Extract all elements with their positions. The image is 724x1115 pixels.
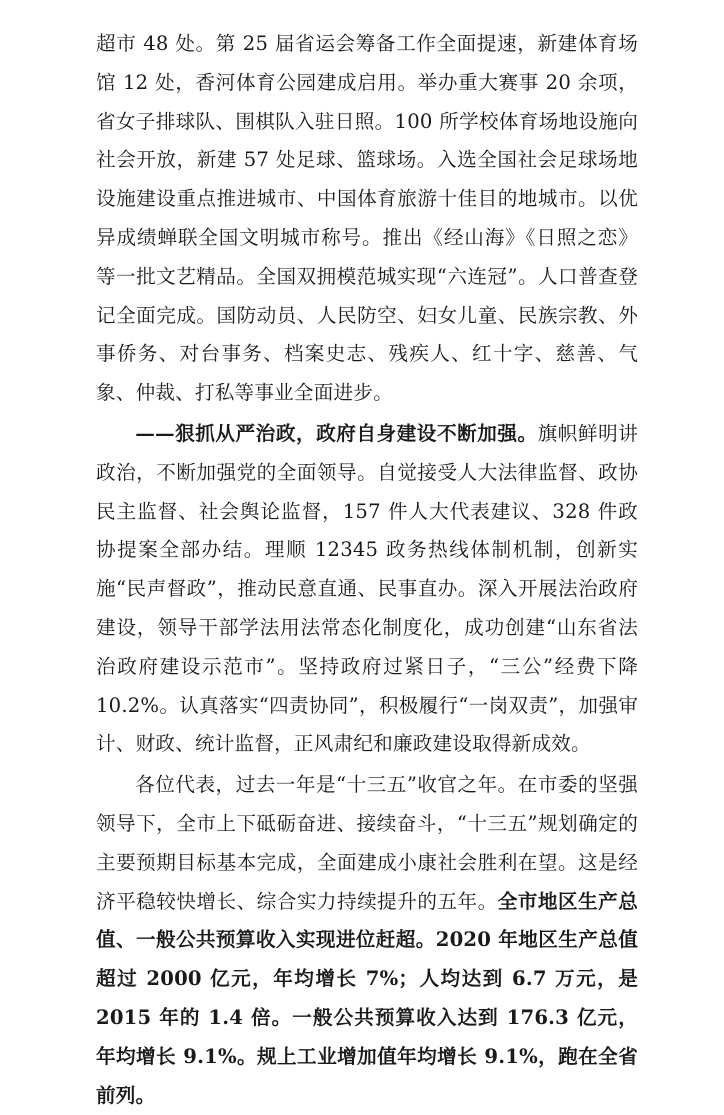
paragraph-culture-sports — [96, 25, 638, 413]
paragraph-government-self-building — [96, 415, 638, 764]
bold-heading-run: ——狠抓从严治政，政府自身建设不断加强。 — [135, 421, 538, 445]
text-run: 超市 48 处。第 25 届省运会筹备工作全面提速，新建体育场馆 12 处，香河体育公园建成启用。举办重大赛事 20 余项，省女子排球队、围棋队入驻日照。100 所学校体育场地设施向社会开放，新建 57 处足球、篮球场。入选全国社会足球场地设施建设重点推进城市、中国体育旅游十佳目的地城市。以优异成绩蝉联全国文明城市称号。推出《经山海》《日照之恋》等一批文艺精品。全国双拥模范城实现“六连冠”。人口普查登记全面完成。国防动员、人民防空、妇女儿童、民族宗教、外事侨务、对台事务、档案史志、残疾人、红十字、慈善、气象、仲裁、打私等事业全面进步。 — [96, 32, 638, 405]
text-run: 旗帜鲜明讲政治，不断加强党的全面领导。自觉接受人大法律监督、政协民主监督、社会舆论监督，157 件人大代表建议、328 件政协提案全部办结。理顺 12345 政务热线体制机制，创新实施“民声督政”，推动民意直通、民事直办。深入开展法治政府建设，领导干部学法用法常态化制度化，成功创建“山东省法治政府建设示范市”。坚持政府过紧日子，“三公”经费下降 10.2%。认真落实“四责协同”，积极履行“一岗双责”，加强审计、财政、统计监督，正风肃纪和廉政建设取得新成效。 — [96, 421, 639, 756]
text-run: 各位代表，过去一年是“十三五”收官之年。在市委的坚强领导下，全市上下砥砺奋进、接续奋斗，“十三五”规划确定的主要预期目标基本完成，全面建成小康社会胜利在望。这是经济平稳较快增长、综合实力持续提升的五年。 — [96, 773, 638, 913]
paragraph-thirteenth-five-year-summary — [96, 766, 638, 1115]
bold-highlight-run: 全市地区生产总值、一般公共预算收入实现进位赶超。2020 年地区生产总值超过 2000 亿元，年均增长 7%；人均达到 6.7 万元，是 2015 年的 1.4 倍。一般公共预算收入达到 176.3 亿元，年均增长 9.1%。规上工业增加值年均增长 9.1%，跑在全省前列。 — [96, 889, 639, 1107]
